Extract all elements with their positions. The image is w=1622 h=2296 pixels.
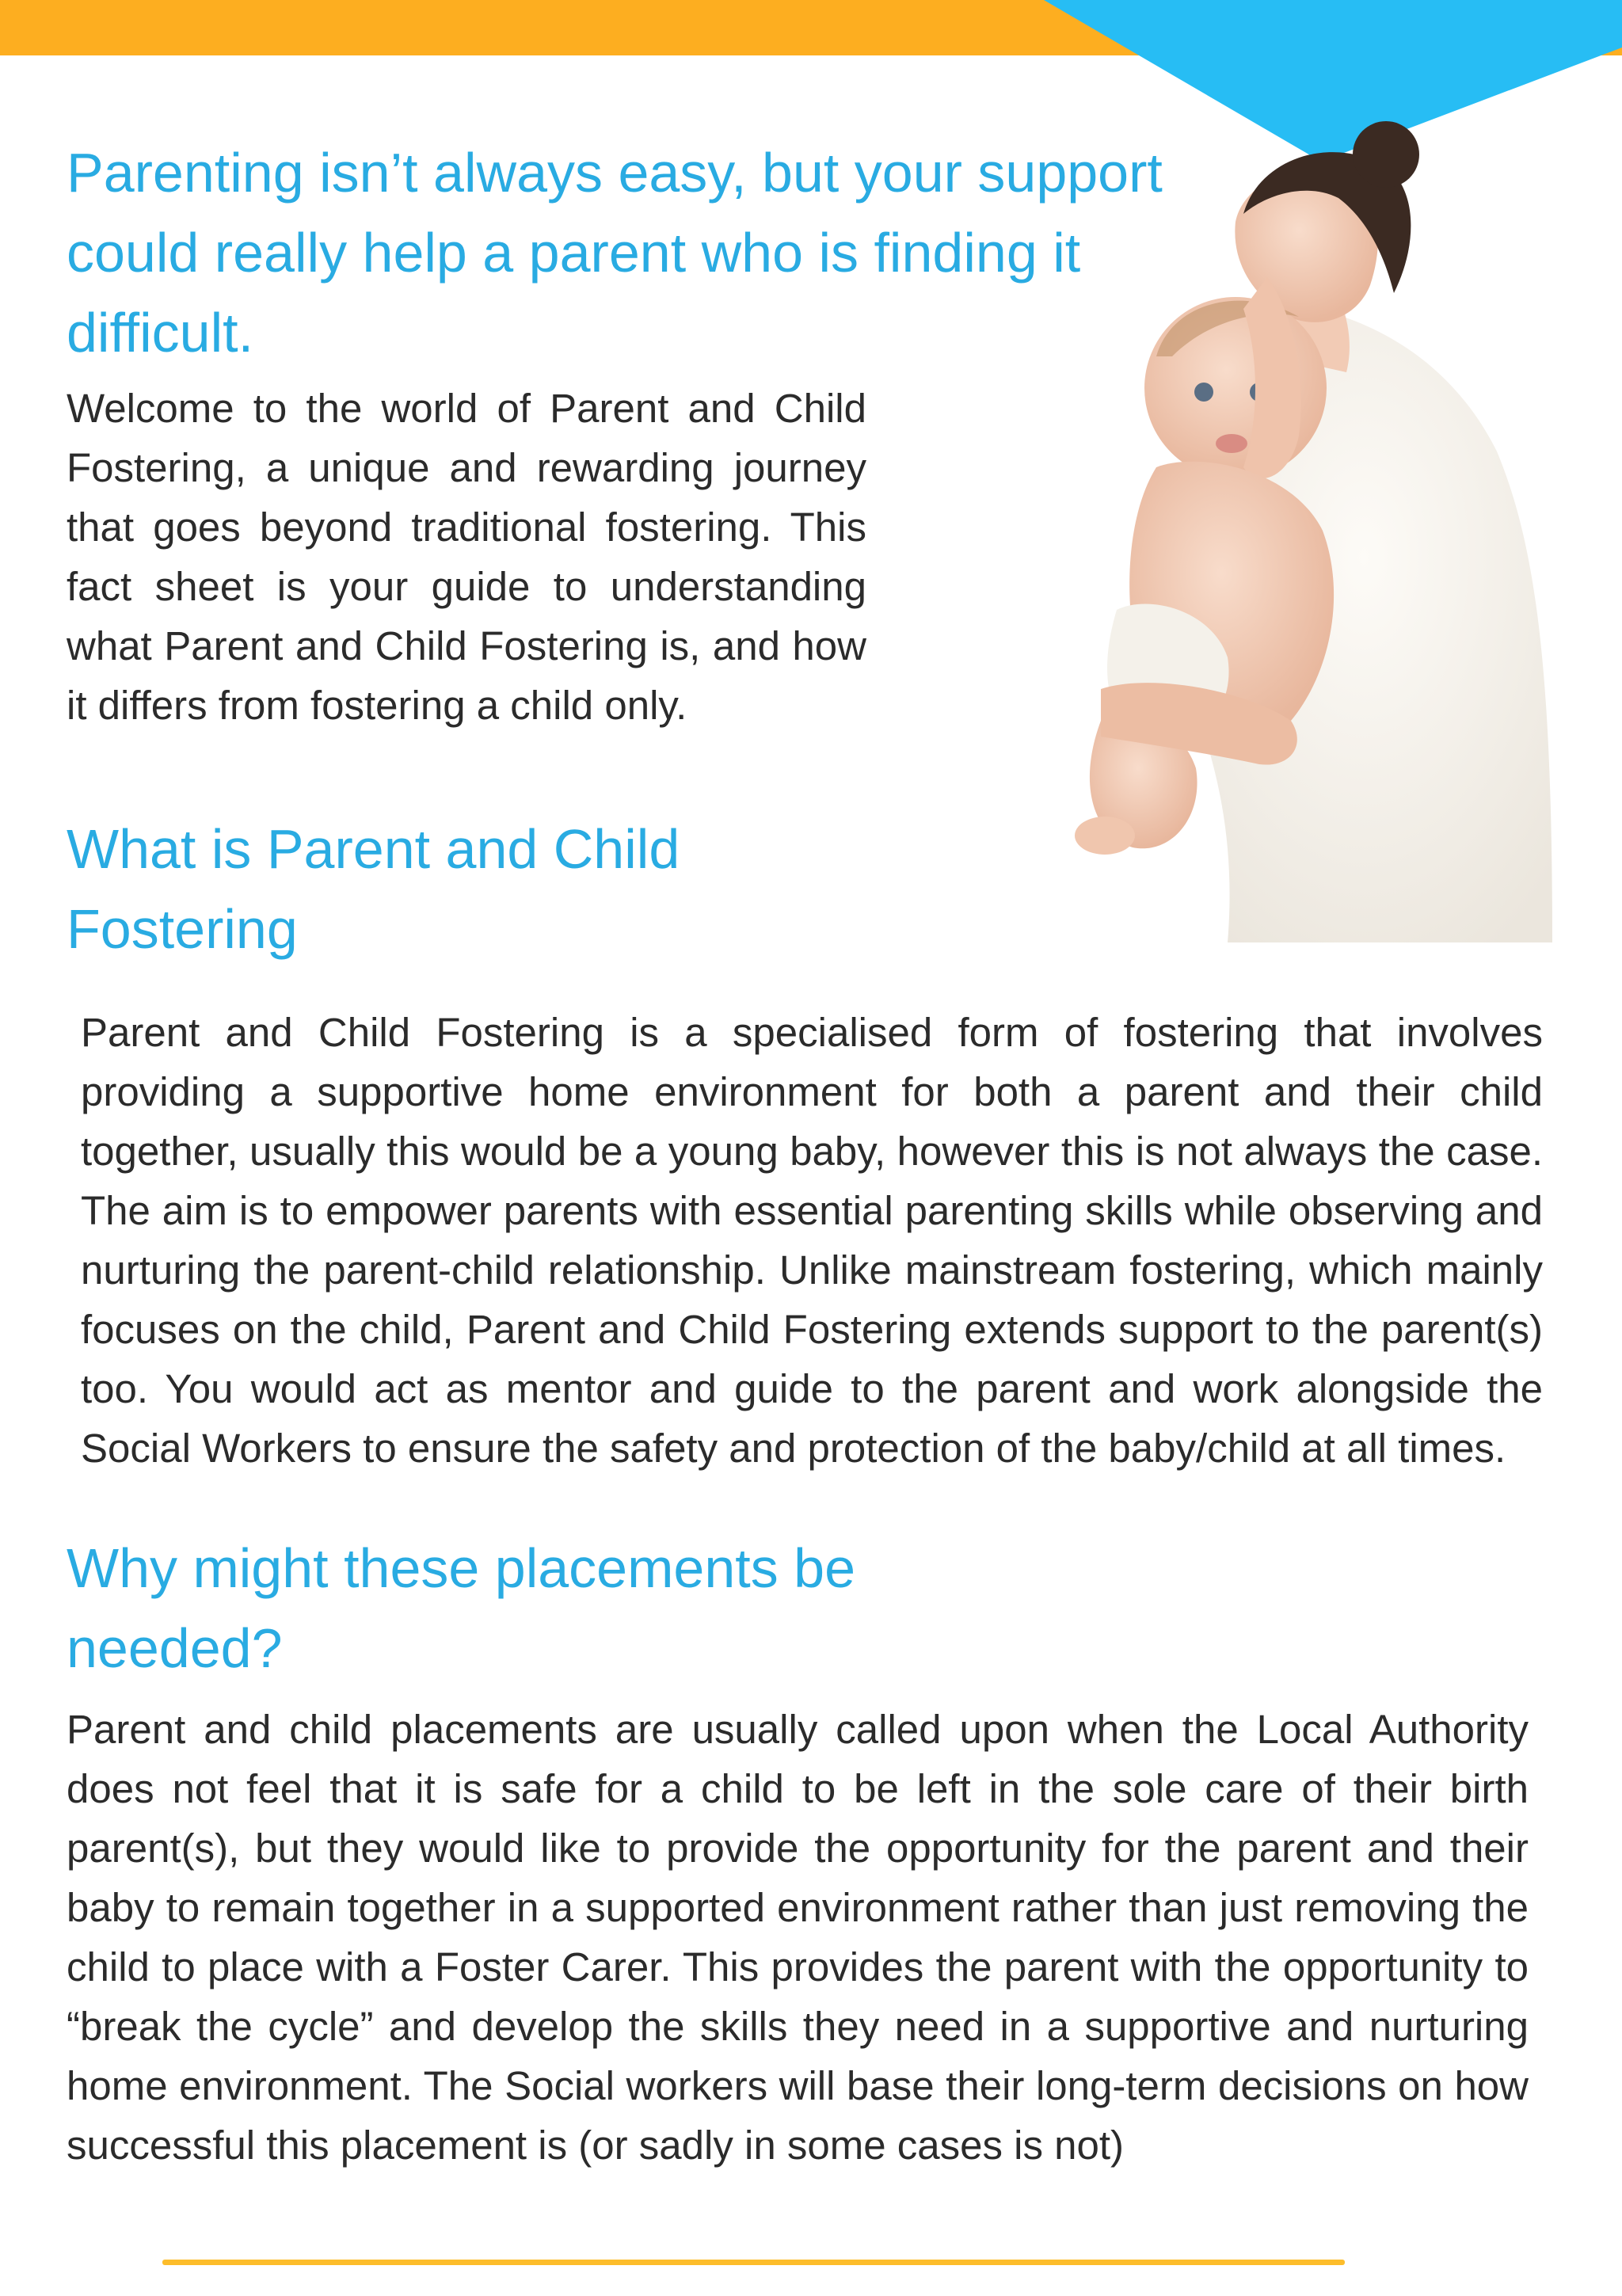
bottom-accent-rule: [162, 2260, 1345, 2265]
what-paragraph: Parent and Child Fostering is a specialised form of fostering that involves providing a supportive home environment for both a parent and their child together, usually this would be a young baby, however this is not always the case. The aim is to empower parents with essential parenting skills while observing and nurturing the parent-child relationship. Unlike mainstream fostering, which mainly focuses on the child, Parent and Child Fostering extends support to the parent(s) too. You would act as mentor and guide to the parent and work alongside the Social Workers to ensure the safety and protection of the baby/child at all times.: [81, 1010, 1543, 1471]
why-paragraph: Parent and child placements are usually called upon when the Local Authority does not feel that it is safe for a child to be left in the sole care of their birth parent(s), but they would like to provide the opportunity for the parent and their baby to remain together in a supported environment rather than just removing the child to place with a Foster Carer. This provides the parent with the opportunity to “break the cycle” and develop the skills they need in a supportive and nurturing home environment. The Social workers will base their long-term decisions on how successful this placement is (or sadly in some cases is not): [67, 1707, 1529, 2168]
intro-paragraph: Welcome to the world of Parent and Child Fostering, a unique and rewarding journey that goes beyond traditional fostering. This fact sheet is your guide to understanding what Parent and Child Fostering is, and how it differs from fostering a child only.: [67, 386, 866, 728]
why-heading: Why might these placements be needed?: [67, 1537, 856, 1679]
intro-heading: Parenting isn’t always easy, but your support could really help a parent who is finding it difficult.: [67, 142, 1163, 364]
what-heading: What is Parent and Child Fostering: [67, 818, 680, 960]
mother-and-baby-photo: [1069, 119, 1576, 942]
